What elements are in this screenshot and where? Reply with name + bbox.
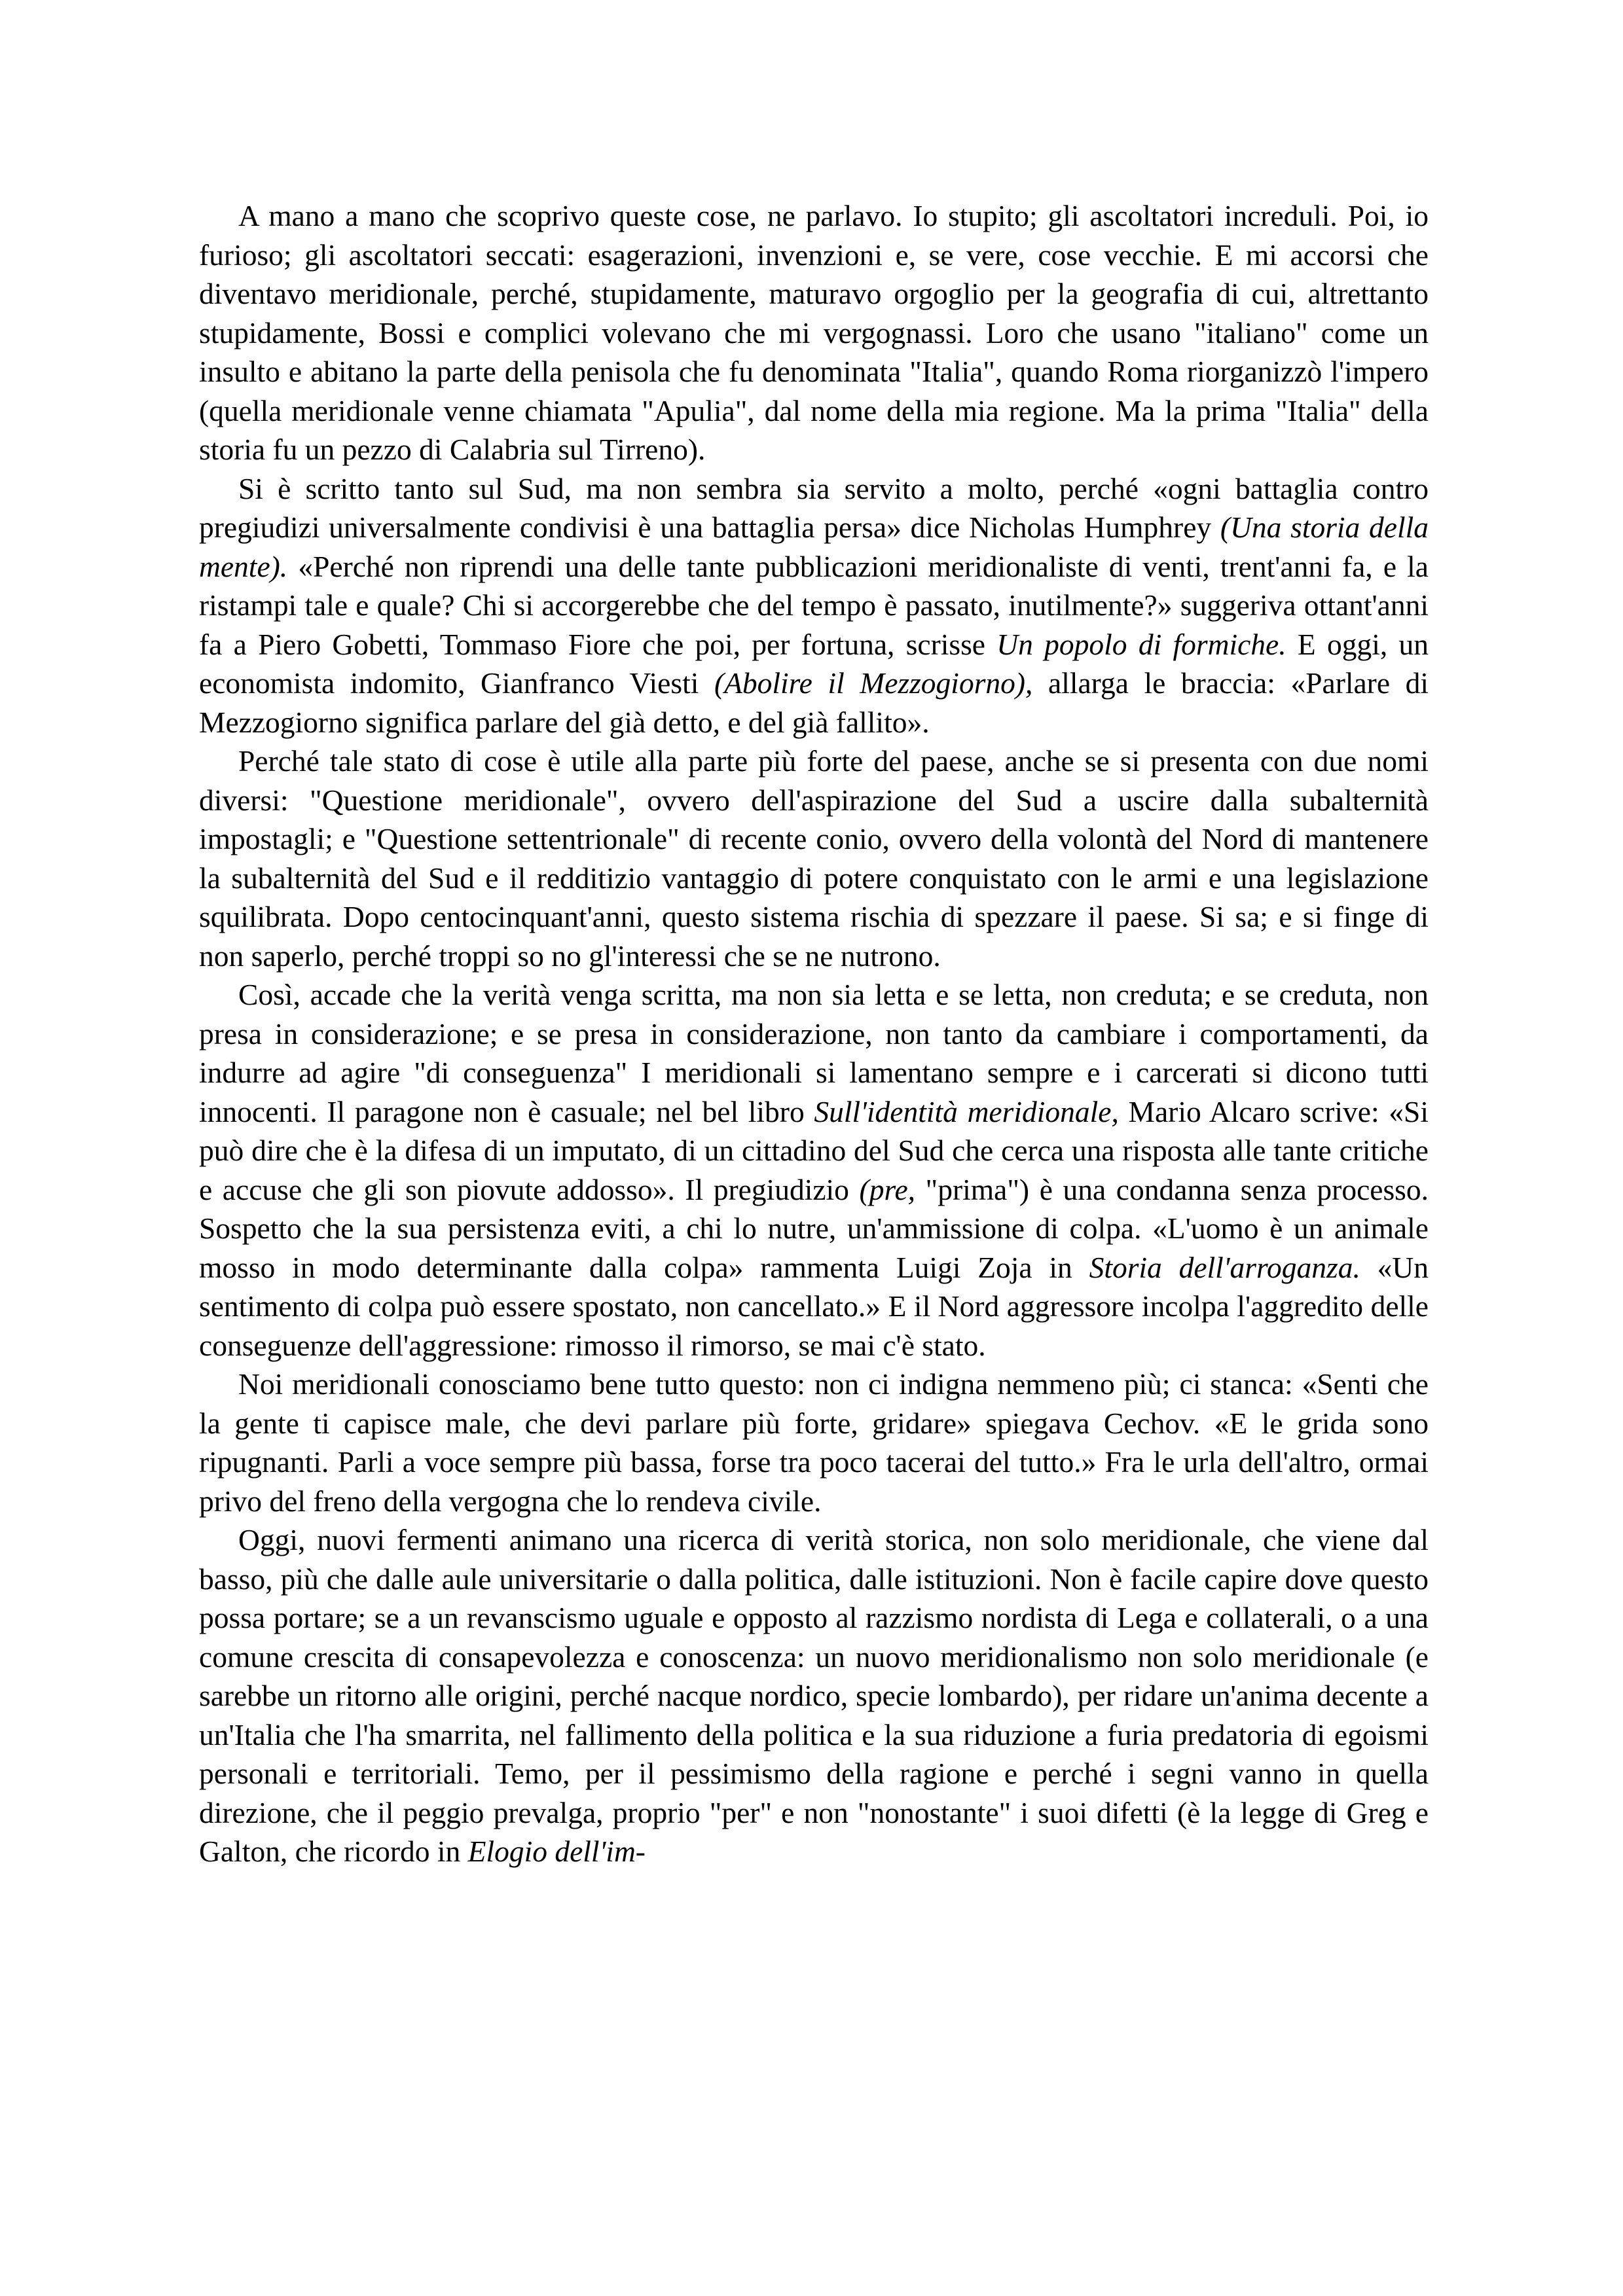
paragraph — [199, 975, 1429, 1365]
paragraph-text: A mano a mano che scoprivo queste cose, ne parlavo. Io stupito; gli ascoltatori increduli. Poi, io furioso; gli ascoltatori seccati: esagerazioni, invenzioni e, se vere, cose vecchie. E mi accorsi che diventavo meridionale, perché, stupidamente, maturavo orgoglio per la geografia di cui, altrettanto stupidamente, Bossi e complici volevano che mi vergognassi. Loro che usano "italiano" come un insulto e abitano la parte della penisola che fu denominata "Italia", quando Roma riorganizzò l'impero (quella meridionale venne chiamata "Apulia", dal nome della mia regione. Ma la prima "Italia" della storia fu un pezzo di Calabria sul Tirreno). — [199, 199, 1429, 466]
paragraph-text: Noi meridionali conosciamo bene tutto questo: non ci indigna nemmeno più; ci stanca: «Senti che la gente ti capisce male, che devi parlare più forte, gridare» spiegava Cechov. «E le grida sono ripugnanti. Parli a voce sempre più bassa, forse tra poco tacerai del tutto.» Fra le urla dell'altro, ormai privo del freno della vergogna che lo rendeva civile. — [199, 1367, 1429, 1518]
paragraph-text: Oggi, nuovi fermenti animano una ricerca di verità storica, non solo meridionale, che viene dal basso, più che dalle aule universitarie o dalla politica, dalle istituzioni. Non è facile capire dove questo possa portare; se a un revanscismo uguale e opposto al razzismo nordista di Lega e collaterali, o a una comune crescita di consapevolezza e conoscenza: un nuovo meridionalismo non solo meridionale (e sarebbe un ritorno alle origini, perché nacque nordico, specie lombardo), per ridare un'anima decente a un'Italia che l'ha smarrita, nel fallimento della politica e la sua riduzione a furia predatoria di egoismi personali e territoriali. Temo, per il pessimismo della ragione e perché i segni vanno in quella direzione, che il peggio prevalga, proprio "per" e non "nonostante" i suoi difetti (è la legge di Greg e Galton, che ricordo in — [199, 1523, 1429, 1868]
book-title: Elogio dell'im- — [467, 1835, 646, 1868]
paragraph-text: Perché tale stato di cose è utile alla parte più forte del paese, anche se si presenta con due nomi diversi: "Questione meridionale", ovvero dell'aspirazione del Sud a uscire dalla subalternità impostagli; e "Questione settentrionale" di recente conio, ovvero della volontà del Nord di mantenere la subalternità del Sud e il redditizio vantaggio di potere conquistato con le armi e una legislazione squilibrata. Dopo centocinquant'anni, questo sistema rischia di spezzare il paese. Si sa; e si finge di non saperlo, perché troppi so no gl'interessi che se ne nutrono. — [199, 744, 1429, 973]
book-title: (Una storia della mente). — [199, 511, 1429, 583]
paragraph-text: «Un sentimento di colpa può essere spostato, non cancellato.» E il Nord aggressore incolpa l'aggredito delle conseguenze dell'aggressione: rimosso il rimorso, se mai c'è stato. — [199, 1250, 1429, 1362]
paragraph-text: Così, accade che la verità venga scritta, ma non sia letta e se letta, non creduta; e se creduta, non presa in considerazione; e se presa in considerazione, non tanto da cambiare i comportamenti, da indurre ad agire "di conseguenza" I meridionali si lamentano sempre e i carcerati si dicono tutti innocenti. Il paragone non è casuale; nel bel libro — [199, 978, 1429, 1128]
body-text — [199, 196, 1429, 1871]
paragraph-text: Si è scritto tanto sul Sud, ma non sembra sia servito a molto, perché «ogni battaglia contro pregiudizi universalmente condivisi è una battaglia persa» dice Nicholas Humphrey — [199, 471, 1429, 544]
paragraph — [199, 742, 1429, 975]
italic-term: (pre, — [859, 1172, 916, 1206]
paragraph — [199, 196, 1429, 469]
paragraph-text: Mario Alcaro scrive: «Si può dire che è la difesa di un imputato, di un cittadino del Sud che cerca una risposta alle tante critiche e accuse che gli son piovute addosso». Il pregiudizio — [199, 1094, 1429, 1206]
paragraph — [199, 469, 1429, 742]
paragraph — [199, 1520, 1429, 1871]
book-title: Sull'identità meridionale, — [814, 1094, 1119, 1128]
book-title: (Abolire il Mezzogiorno), — [714, 666, 1033, 700]
paragraph-text: E oggi, un economista indomito, Gianfranco Viesti — [199, 627, 1429, 700]
paragraph-text: «Perché non riprendi una delle tante pubblicazioni meridionaliste di venti, trent'anni fa, e la ristampi tale e quale? Chi si accorgerebbe che del tempo è passato, inutilmente?» suggeriva ottant'anni fa a Piero Gobetti, Tommaso Fiore che poi, per fortuna, scrisse — [199, 549, 1429, 661]
paragraph-text: allarga le braccia: «Parlare di Mezzogiorno significa parlare del già detto, e del già fallito». — [199, 666, 1429, 739]
paragraph — [199, 1365, 1429, 1520]
book-title: Un popolo di formiche. — [996, 627, 1286, 661]
paragraph-text: "prima") è una condanna senza processo. Sospetto che la sua persistenza eviti, a chi lo nutre, un'ammissione di colpa. «L'uomo è un animale mosso in modo determinante dalla colpa» rammenta Luigi Zoja in — [199, 1172, 1429, 1284]
book-title: Storia dell'arroganza. — [1089, 1250, 1360, 1284]
